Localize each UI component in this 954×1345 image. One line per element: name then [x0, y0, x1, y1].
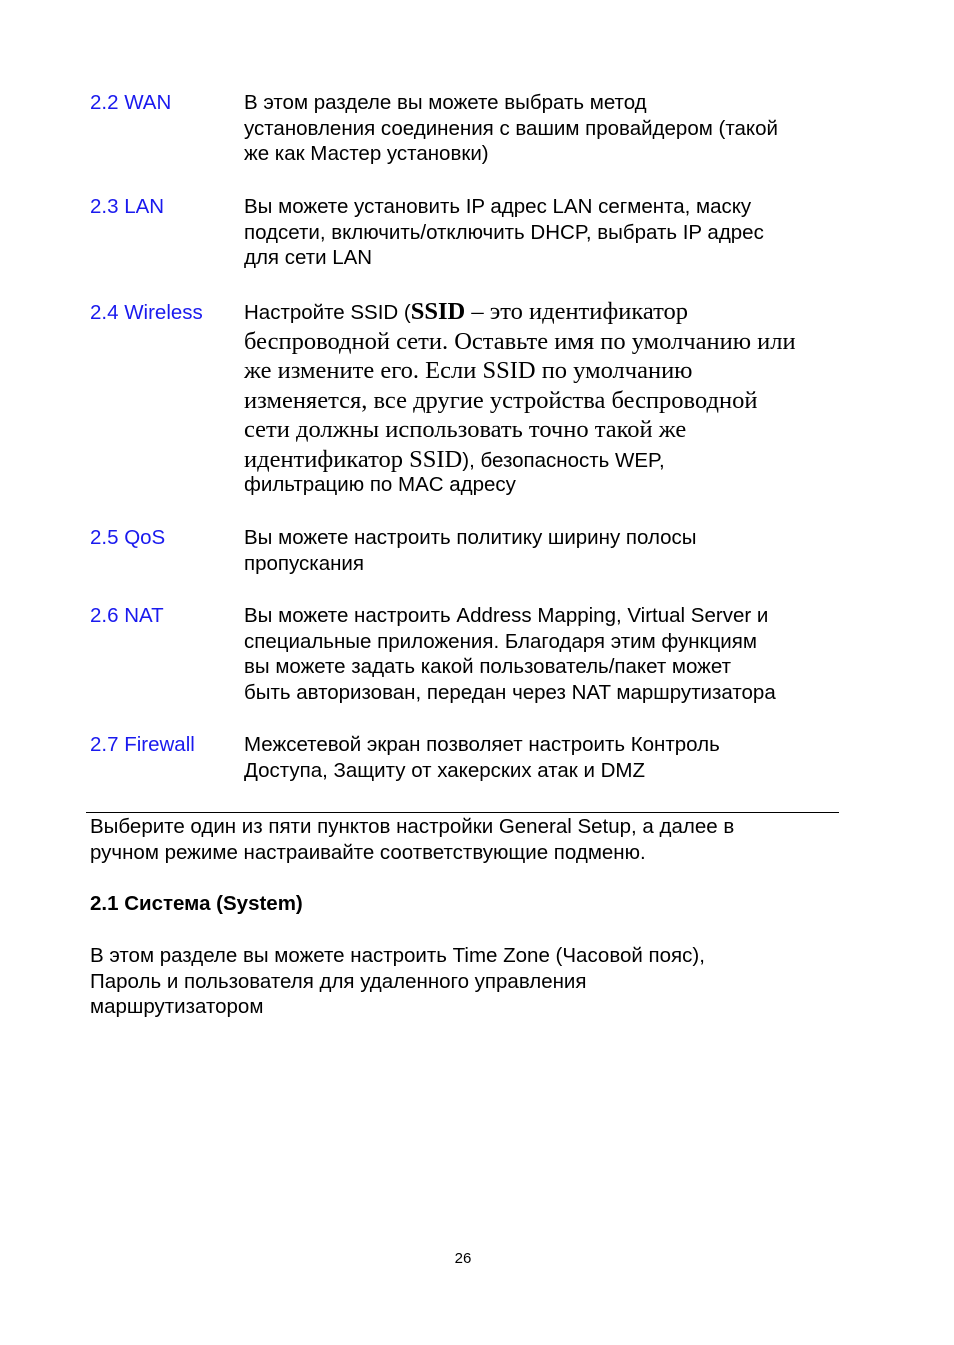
description-line: сети должны использовать точно такой же: [244, 416, 687, 443]
description-line: специальные приложения. Благодаря этим функциям: [244, 629, 757, 653]
description-line: беспроводной сети. Оставьте имя по умолчанию или: [244, 327, 796, 355]
description-line: [244, 445, 854, 475]
description-line: Межсетевой экран позволяет настроить Контроль: [244, 733, 720, 756]
description-line: Доступа, Защиту от хакерских атак и DMZ: [244, 758, 645, 782]
description-line: Вы можете настроить Address Mapping, Virtual Server и: [244, 604, 769, 627]
section-heading: 2.1 Система (System): [90, 892, 303, 915]
description-line: вы можете задать какой пользователь/пакет может: [244, 655, 732, 678]
section-label: 2.4 Wireless: [90, 301, 203, 324]
section-description: [244, 90, 854, 167]
section-description: [244, 603, 854, 705]
description-line: подсети, включить/отключить DHCP, выбрать IP адрес: [244, 220, 764, 244]
description-line: же измените его. Если SSID по умолчанию: [244, 357, 693, 384]
page-number: 26: [454, 1250, 472, 1267]
description-line: установления соединения с вашим провайдером (такой: [244, 116, 778, 140]
section-description: [244, 297, 854, 498]
description-line: Вы можете настроить политику ширину полосы: [244, 526, 697, 549]
description-line: изменяется, все другие устройства беспроводной: [244, 386, 758, 414]
paragraph-line: В этом разделе вы можете настроить Time Zone (Часовой пояс),: [90, 944, 705, 967]
description-line: быть авторизован, передан через NAT маршрутизатора: [244, 680, 776, 704]
description-line: пропускания: [244, 551, 364, 575]
description-line: же как Мастер установки): [244, 142, 489, 165]
description-line: фильтрацию по MAC адресу: [244, 473, 516, 496]
paragraph-line: Выберите один из пяти пунктов настройки General Setup, а далее в: [90, 815, 735, 838]
horizontal-divider: [86, 812, 839, 813]
section-label: 2.6 NAT: [90, 604, 164, 627]
section-label: 2.5 QoS: [90, 526, 166, 549]
system-paragraph: [90, 943, 850, 1020]
description-fragment: идентификатор SSID: [244, 445, 463, 473]
description-line: для сети LAN: [244, 246, 373, 269]
section-label: 2.3 LAN: [90, 195, 165, 218]
description-fragment: – это идентификатор: [465, 298, 689, 325]
description-fragment-bold: SSID: [410, 298, 466, 325]
section-description: [244, 732, 854, 783]
description-fragment: Настройте SSID (: [244, 301, 411, 324]
description-line: В этом разделе вы можете выбрать метод: [244, 91, 647, 114]
description-fragment: ), безопасность WEP,: [462, 448, 665, 472]
section-description: [244, 525, 854, 576]
section-description: [244, 194, 854, 271]
paragraph-line: Пароль и пользователя для удаленного управления: [90, 969, 587, 993]
section-label: 2.2 WAN: [90, 91, 172, 114]
paragraph-line: маршрутизатором: [90, 995, 264, 1018]
section-label: 2.7 Firewall: [90, 733, 195, 756]
description-line: [244, 297, 854, 327]
paragraph-line: ручном режиме настраивайте соответствующие подменю.: [90, 840, 646, 864]
intro-paragraph: [90, 814, 850, 865]
description-line: Вы можете установить IP адрес LAN сегмента, маску: [244, 195, 752, 218]
